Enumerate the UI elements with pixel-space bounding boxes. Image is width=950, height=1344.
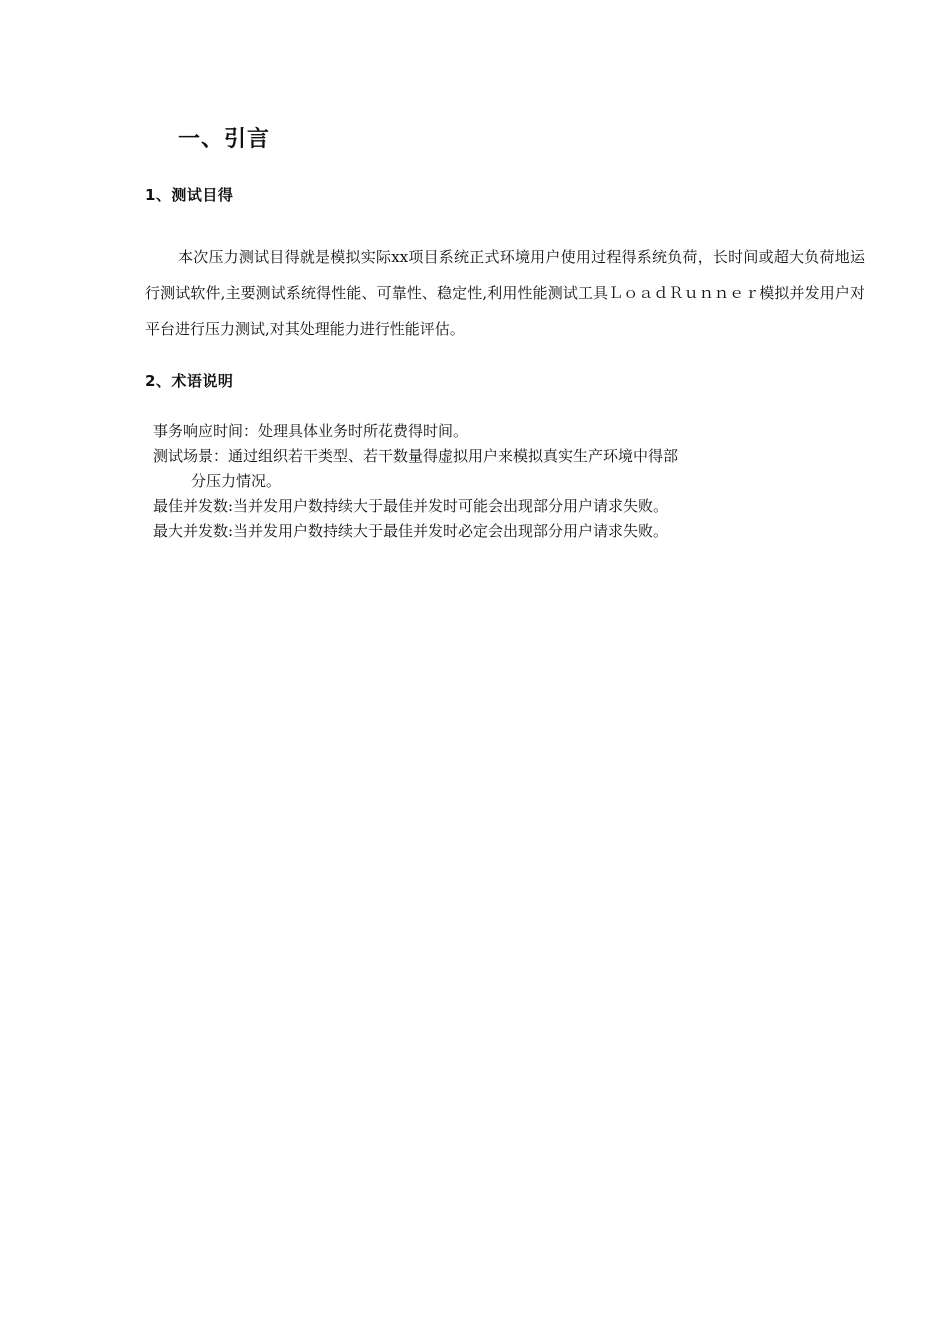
term-line: 最佳并发数:当并发用户数持续大于最佳并发时可能会出现部分用户请求失败。: [153, 497, 669, 515]
section-title-purpose: 1、测试目得: [145, 186, 234, 204]
term-line: 测试场景：通过组织若干类型、若干数量得虚拟用户来模拟真实生产环境中得部: [153, 447, 679, 465]
section-title-terms: 2、术语说明: [145, 372, 234, 390]
terms-list: [153, 419, 853, 544]
purpose-paragraph: 本次压力测试目得就是模拟实际xx项目系统正式环境用户使用过程得系统负荷，长时间或超大负荷地运行测试软件,主要测试系统得性能、可靠性、稳定性,利用性能测试工具ＬｏａｄＲｕｎｎｅｒ模拟并发用户对平台进行压力测试,对其处理能力进行性能评估。: [145, 248, 865, 338]
term-line-continuation: 分压力情况。: [191, 472, 282, 490]
term-line: 事务响应时间：处理具体业务时所花费得时间。: [153, 422, 469, 440]
term-line: 最大并发数:当并发用户数持续大于最佳并发时必定会出现部分用户请求失败。: [153, 522, 669, 540]
chapter-heading: 一、引言: [178, 127, 271, 152]
